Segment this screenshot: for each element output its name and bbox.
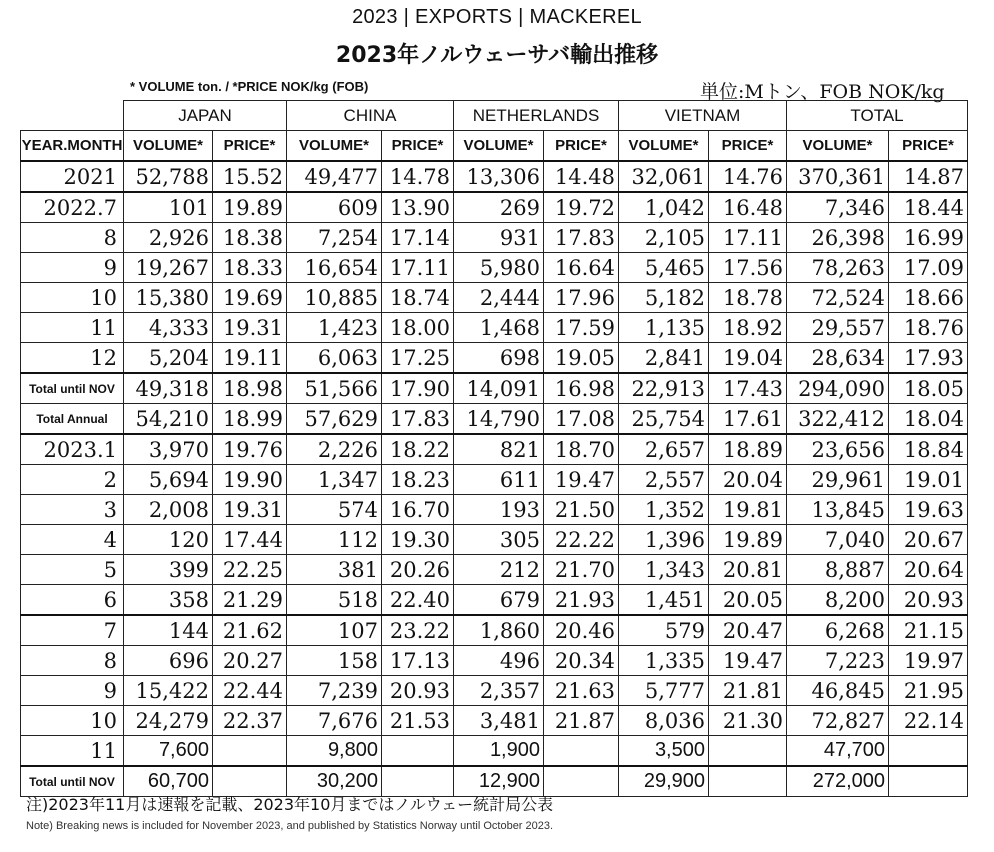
volume-cell: 5,182 [619,283,709,313]
volume-cell: 5,465 [619,253,709,283]
volume-cell: 2,841 [619,343,709,374]
price-cell [382,736,454,767]
price-cell: 19.97 [889,646,968,676]
volume-cell: 7,346 [787,192,889,223]
price-cell: 19.11 [213,343,287,374]
price-cell: 22.22 [544,525,619,555]
volume-cell: 15,422 [124,676,213,706]
price-header: PRICE* [709,131,787,162]
volume-cell: 7,676 [287,706,382,736]
table-row [21,283,968,313]
row-label: 9 [21,253,124,283]
volume-cell: 1,423 [287,313,382,343]
volume-cell: 12,900 [454,766,544,797]
volume-cell: 29,900 [619,766,709,797]
price-cell: 21.15 [889,615,968,646]
price-cell: 21.63 [544,676,619,706]
volume-cell: 2,557 [619,465,709,495]
price-header: PRICE* [382,131,454,162]
table-row [21,253,968,283]
volume-cell: 24,279 [124,706,213,736]
price-cell: 19.89 [709,525,787,555]
price-cell: 18.23 [382,465,454,495]
price-cell [544,766,619,797]
unit-note: * VOLUME ton. / *PRICE NOK/kg (FOB) [130,79,369,94]
table-row [21,495,968,525]
price-cell: 19.31 [213,313,287,343]
price-cell: 20.93 [382,676,454,706]
price-cell: 20.26 [382,555,454,585]
volume-cell: 1,451 [619,585,709,616]
volume-cell: 5,694 [124,465,213,495]
table-row [21,676,968,706]
unit-note-japanese: 単位:Mトン、FOB NOK/kg [700,81,945,103]
price-cell: 21.29 [213,585,287,616]
row-label: 2022.7 [21,192,124,223]
volume-cell: 193 [454,495,544,525]
volume-cell: 78,263 [787,253,889,283]
volume-cell: 1,343 [619,555,709,585]
volume-cell: 1,860 [454,615,544,646]
row-label: Total until NOV [21,373,124,404]
volume-cell: 1,042 [619,192,709,223]
volume-cell: 51,566 [287,373,382,404]
price-cell: 23.22 [382,615,454,646]
row-label: 10 [21,706,124,736]
price-cell: 17.14 [382,223,454,253]
volume-cell: 29,557 [787,313,889,343]
price-cell: 21.70 [544,555,619,585]
volume-cell: 26,398 [787,223,889,253]
volume-cell: 29,961 [787,465,889,495]
volume-cell: 696 [124,646,213,676]
country-header-japan: JAPAN [124,101,287,131]
table-row [21,192,968,223]
price-cell [709,766,787,797]
volume-cell: 8,200 [787,585,889,616]
volume-cell: 7,040 [787,525,889,555]
volume-cell: 518 [287,585,382,616]
price-cell: 17.09 [889,253,968,283]
price-cell: 18.98 [213,373,287,404]
row-label: Total until NOV [21,766,124,797]
row-label: 3 [21,495,124,525]
price-cell: 22.40 [382,585,454,616]
price-header: PRICE* [889,131,968,162]
row-label: 5 [21,555,124,585]
volume-header: VOLUME* [619,131,709,162]
volume-header: VOLUME* [787,131,889,162]
volume-cell: 2,926 [124,223,213,253]
volume-cell: 158 [287,646,382,676]
volume-cell: 4,333 [124,313,213,343]
volume-cell: 60,700 [124,766,213,797]
row-label: 11 [21,736,124,767]
price-cell: 21.53 [382,706,454,736]
volume-cell: 15,380 [124,283,213,313]
volume-cell: 269 [454,192,544,223]
price-cell: 17.61 [709,404,787,435]
price-cell: 17.13 [382,646,454,676]
volume-cell: 107 [287,615,382,646]
price-cell: 22.44 [213,676,287,706]
price-cell: 19.81 [709,495,787,525]
price-cell: 18.89 [709,434,787,465]
volume-cell: 1,335 [619,646,709,676]
price-cell: 19.76 [213,434,287,465]
table-row [21,555,968,585]
volume-cell: 7,239 [287,676,382,706]
volume-cell: 7,223 [787,646,889,676]
mackerel-exports-table [20,100,968,797]
volume-cell: 381 [287,555,382,585]
table-row [21,615,968,646]
volume-header: VOLUME* [124,131,213,162]
volume-cell: 1,468 [454,313,544,343]
volume-cell: 399 [124,555,213,585]
volume-cell: 19,267 [124,253,213,283]
price-cell: 19.72 [544,192,619,223]
price-cell: 19.31 [213,495,287,525]
row-label: 8 [21,646,124,676]
price-cell: 17.59 [544,313,619,343]
volume-cell: 3,970 [124,434,213,465]
volume-cell: 7,600 [124,736,213,767]
price-cell: 17.44 [213,525,287,555]
volume-cell: 8,036 [619,706,709,736]
table-row [21,223,968,253]
price-header: PRICE* [544,131,619,162]
volume-cell: 2,444 [454,283,544,313]
volume-cell: 6,063 [287,343,382,374]
corner-cell [21,101,124,131]
volume-cell: 611 [454,465,544,495]
price-cell: 19.47 [544,465,619,495]
table-row [21,706,968,736]
price-cell: 14.48 [544,161,619,192]
volume-cell: 370,361 [787,161,889,192]
price-cell: 14.87 [889,161,968,192]
measure-header-row [21,131,968,162]
price-cell: 15.52 [213,161,287,192]
table-row [21,736,968,767]
price-cell: 19.63 [889,495,968,525]
row-label: 2 [21,465,124,495]
row-label: 4 [21,525,124,555]
price-cell: 21.30 [709,706,787,736]
volume-cell: 144 [124,615,213,646]
row-label: 12 [21,343,124,374]
price-cell: 18.66 [889,283,968,313]
volume-header: VOLUME* [287,131,382,162]
price-cell: 18.84 [889,434,968,465]
volume-cell: 574 [287,495,382,525]
price-cell: 20.04 [709,465,787,495]
table-row [21,525,968,555]
country-header-total: TOTAL [787,101,968,131]
row-label: 6 [21,585,124,616]
volume-cell: 931 [454,223,544,253]
volume-cell: 57,629 [287,404,382,435]
price-cell: 20.67 [889,525,968,555]
price-cell: 20.93 [889,585,968,616]
price-cell: 19.01 [889,465,968,495]
volume-cell: 698 [454,343,544,374]
price-cell: 21.50 [544,495,619,525]
price-cell: 17.56 [709,253,787,283]
volume-cell: 101 [124,192,213,223]
price-cell: 16.99 [889,223,968,253]
price-cell: 20.64 [889,555,968,585]
volume-cell: 1,347 [287,465,382,495]
table-row [21,585,968,616]
price-cell: 16.64 [544,253,619,283]
volume-cell: 30,200 [287,766,382,797]
price-cell [709,736,787,767]
price-cell: 13.90 [382,192,454,223]
table-row [21,313,968,343]
price-cell: 17.43 [709,373,787,404]
volume-cell: 8,887 [787,555,889,585]
volume-cell: 6,268 [787,615,889,646]
volume-cell: 112 [287,525,382,555]
price-cell: 17.96 [544,283,619,313]
volume-cell: 47,700 [787,736,889,767]
price-cell: 18.99 [213,404,287,435]
table-row [21,373,968,404]
table-row [21,343,968,374]
price-cell: 18.44 [889,192,968,223]
price-cell: 19.04 [709,343,787,374]
volume-cell: 49,477 [287,161,382,192]
price-cell: 20.27 [213,646,287,676]
volume-cell: 14,091 [454,373,544,404]
volume-cell: 28,634 [787,343,889,374]
row-label: 2023.1 [21,434,124,465]
volume-cell: 5,777 [619,676,709,706]
price-cell: 22.37 [213,706,287,736]
row-label: 10 [21,283,124,313]
price-cell: 19.47 [709,646,787,676]
table-row [21,434,968,465]
price-cell: 17.83 [544,223,619,253]
price-cell [889,766,968,797]
row-label: 8 [21,223,124,253]
country-header-row [21,101,968,131]
price-cell: 17.11 [382,253,454,283]
price-cell: 20.34 [544,646,619,676]
volume-cell: 2,105 [619,223,709,253]
volume-cell: 49,318 [124,373,213,404]
volume-cell: 322,412 [787,404,889,435]
volume-cell: 32,061 [619,161,709,192]
price-cell: 19.05 [544,343,619,374]
price-cell: 21.87 [544,706,619,736]
price-cell: 20.47 [709,615,787,646]
volume-cell: 679 [454,585,544,616]
country-header-vietnam: VIETNAM [619,101,787,131]
volume-cell: 120 [124,525,213,555]
price-cell: 18.76 [889,313,968,343]
price-cell: 14.76 [709,161,787,192]
country-header-netherlands: NETHERLANDS [454,101,619,131]
price-cell: 17.08 [544,404,619,435]
price-cell: 14.78 [382,161,454,192]
volume-cell: 1,900 [454,736,544,767]
volume-cell: 579 [619,615,709,646]
row-label: 2021 [21,161,124,192]
volume-cell: 14,790 [454,404,544,435]
row-label: Total Annual [21,404,124,435]
volume-cell: 305 [454,525,544,555]
volume-cell: 821 [454,434,544,465]
price-cell: 19.90 [213,465,287,495]
price-cell: 21.81 [709,676,787,706]
volume-cell: 5,204 [124,343,213,374]
volume-cell: 272,000 [787,766,889,797]
row-label: 7 [21,615,124,646]
page-title: 2023 | EXPORTS | MACKEREL [352,6,642,28]
volume-cell: 46,845 [787,676,889,706]
price-cell: 18.22 [382,434,454,465]
price-cell: 21.93 [544,585,619,616]
price-cell: 19.89 [213,192,287,223]
price-cell: 18.05 [889,373,968,404]
volume-cell: 25,754 [619,404,709,435]
volume-cell: 72,827 [787,706,889,736]
country-header-china: CHINA [287,101,454,131]
price-cell: 19.30 [382,525,454,555]
volume-cell: 496 [454,646,544,676]
price-cell: 18.04 [889,404,968,435]
price-cell [213,736,287,767]
price-cell: 17.25 [382,343,454,374]
volume-cell: 609 [287,192,382,223]
price-cell: 22.25 [213,555,287,585]
footnote-english: Note) Breaking news is included for November 2023, and published by Statistics Norway until October 2023. [26,820,554,832]
price-cell: 17.11 [709,223,787,253]
price-cell: 18.33 [213,253,287,283]
row-label: 11 [21,313,124,343]
volume-cell: 3,481 [454,706,544,736]
volume-cell: 2,008 [124,495,213,525]
volume-cell: 52,788 [124,161,213,192]
price-cell: 19.69 [213,283,287,313]
volume-cell: 2,657 [619,434,709,465]
price-cell: 18.70 [544,434,619,465]
price-cell: 21.95 [889,676,968,706]
footnote-japanese: 注)2023年11月は速報を記載、2023年10月まではノルウェー統計局公表 [26,795,554,814]
price-cell: 21.62 [213,615,287,646]
volume-cell: 2,226 [287,434,382,465]
volume-cell: 1,352 [619,495,709,525]
price-cell: 18.00 [382,313,454,343]
volume-cell: 7,254 [287,223,382,253]
volume-cell: 23,656 [787,434,889,465]
row-label: 9 [21,676,124,706]
volume-cell: 5,980 [454,253,544,283]
table-row [21,161,968,192]
volume-cell: 13,306 [454,161,544,192]
year-month-header: YEAR.MONTH [21,131,124,162]
volume-cell: 2,357 [454,676,544,706]
volume-cell: 294,090 [787,373,889,404]
price-header: PRICE* [213,131,287,162]
price-cell: 20.05 [709,585,787,616]
table-row [21,465,968,495]
volume-cell: 10,885 [287,283,382,313]
table-row [21,646,968,676]
price-cell: 17.93 [889,343,968,374]
price-cell: 18.38 [213,223,287,253]
page-title-japanese: 2023年ノルウェーサバ輸出推移 [335,43,659,68]
price-cell: 20.81 [709,555,787,585]
volume-cell: 3,500 [619,736,709,767]
table-row [21,404,968,435]
volume-cell: 16,654 [287,253,382,283]
price-cell: 18.78 [709,283,787,313]
volume-cell: 1,135 [619,313,709,343]
volume-cell: 54,210 [124,404,213,435]
volume-cell: 13,845 [787,495,889,525]
price-cell: 20.46 [544,615,619,646]
price-cell: 18.92 [709,313,787,343]
volume-cell: 22,913 [619,373,709,404]
volume-cell: 1,396 [619,525,709,555]
price-cell: 16.98 [544,373,619,404]
price-cell: 22.14 [889,706,968,736]
price-cell [889,736,968,767]
volume-header: VOLUME* [454,131,544,162]
price-cell: 18.74 [382,283,454,313]
volume-cell: 72,524 [787,283,889,313]
volume-cell: 9,800 [287,736,382,767]
volume-cell: 358 [124,585,213,616]
price-cell: 16.70 [382,495,454,525]
price-cell [544,736,619,767]
price-cell: 16.48 [709,192,787,223]
volume-cell: 212 [454,555,544,585]
price-cell: 17.90 [382,373,454,404]
price-cell: 17.83 [382,404,454,435]
